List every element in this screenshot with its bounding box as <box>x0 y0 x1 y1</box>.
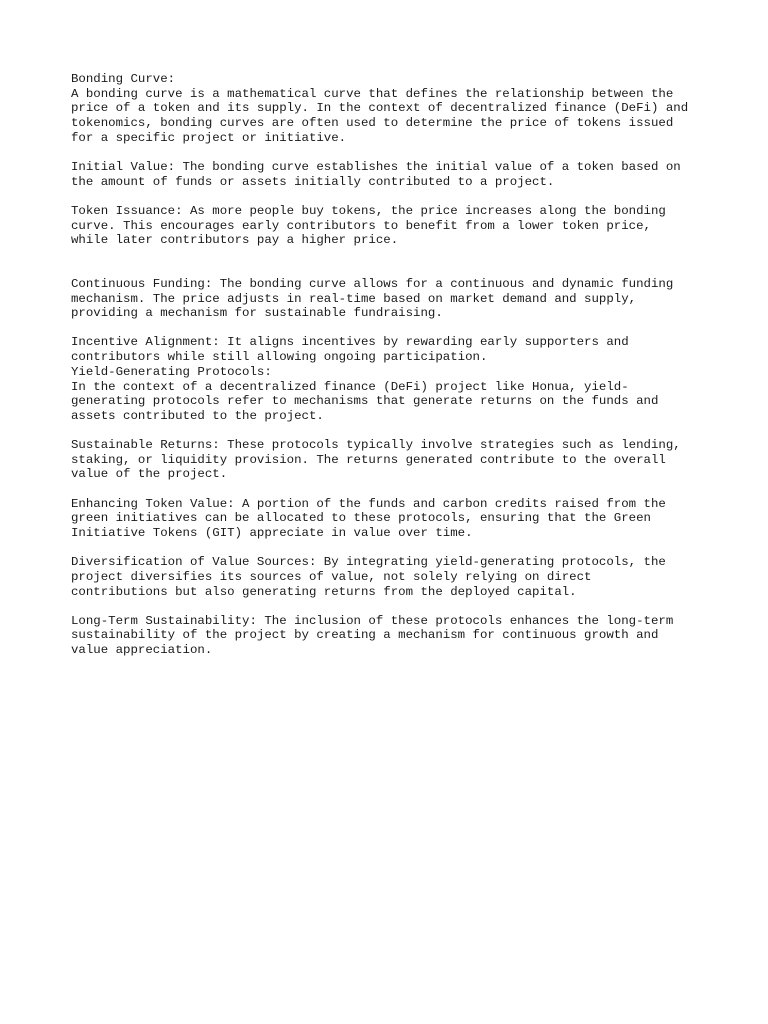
text-line: providing a mechanism for sustainable fundraising. <box>71 306 443 321</box>
paragraph-gap <box>71 248 711 277</box>
paragraph-enhancing-token-value <box>71 497 711 541</box>
text-line: Token Issuance: As more people buy tokens, the price increases along the bonding <box>71 203 666 218</box>
heading-bonding-curve: Bonding Curve: <box>71 72 176 86</box>
text-line: the amount of funds or assets initially contributed to a project. <box>71 174 555 189</box>
text-line: Initial Value: The bonding curve establishes the initial value of a token based on <box>71 159 681 174</box>
text-line: price of a token and its supply. In the context of decentralized finance (DeFi) and <box>71 101 689 116</box>
text-line: value appreciation. <box>71 643 213 658</box>
paragraph-gap <box>71 145 711 160</box>
text-line: Sustainable Returns: These protocols typically involve strategies such as lending, <box>71 438 681 453</box>
text-line: In the context of a decentralized finance (DeFi) project like Honua, yield- <box>71 379 629 394</box>
text-line: Incentive Alignment: It aligns incentives by rewarding early supporters and <box>71 335 629 350</box>
paragraph-sustainable-returns <box>71 438 711 482</box>
paragraph-gap <box>71 321 711 336</box>
paragraph-gap <box>71 599 711 614</box>
text-line: A bonding curve is a mathematical curve that defines the relationship between the <box>71 86 674 101</box>
text-line: for a specific project or initiative. <box>71 130 347 145</box>
text-line: Long-Term Sustainability: The inclusion of these protocols enhances the long-term <box>71 613 674 628</box>
text-line: Initiative Tokens (GIT) appreciate in value over time. <box>71 526 473 540</box>
text-line: project diversifies its sources of value, not solely relying on direct <box>71 569 592 584</box>
paragraph-incentive-alignment <box>71 335 711 423</box>
paragraph-continuous-funding <box>71 277 711 321</box>
text-line: curve. This encourages early contributors to benefit from a lower token price, <box>71 218 651 233</box>
text-line: contributors while still allowing ongoing participation. <box>71 350 488 365</box>
text-line: while later contributors pay a higher price. <box>71 233 399 248</box>
paragraph-gap <box>71 541 711 556</box>
paragraph-gap <box>71 424 711 439</box>
text-line: tokenomics, bonding curves are often used to determine the price of tokens issued <box>71 116 674 131</box>
text-line: Diversification of Value Sources: By integrating yield-generating protocols, the <box>71 555 666 570</box>
paragraph-bonding-curve <box>71 72 711 145</box>
text-line: staking, or liquidity provision. The returns generated contribute to the overall <box>71 452 666 467</box>
text-line: generating protocols refer to mechanisms that generate returns on the funds and <box>71 394 659 409</box>
paragraph-token-issuance <box>71 204 711 248</box>
text-line: mechanism. The price adjusts in real-time based on market demand and supply, <box>71 291 637 306</box>
text-line: Continuous Funding: The bonding curve allows for a continuous and dynamic funding <box>71 276 674 291</box>
heading-yield-generating-protocols: Yield-Generating Protocols: <box>71 364 272 379</box>
text-line: green initiatives can be allocated to these protocols, ensuring that the Green <box>71 511 651 526</box>
text-line: Enhancing Token Value: A portion of the funds and carbon credits raised from the <box>71 496 666 511</box>
paragraph-gap <box>71 482 711 497</box>
text-line: contributions but also generating returns from the deployed capital. <box>71 584 577 599</box>
paragraph-gap <box>71 189 711 204</box>
text-line: sustainability of the project by creating a mechanism for continuous growth and <box>71 628 659 643</box>
text-line: assets contributed to the project. <box>71 408 324 423</box>
text-line: value of the project. <box>71 467 228 482</box>
document-page <box>71 72 711 658</box>
paragraph-initial-value <box>71 160 711 189</box>
paragraph-long-term-sustainability <box>71 614 711 658</box>
paragraph-diversification <box>71 555 711 599</box>
